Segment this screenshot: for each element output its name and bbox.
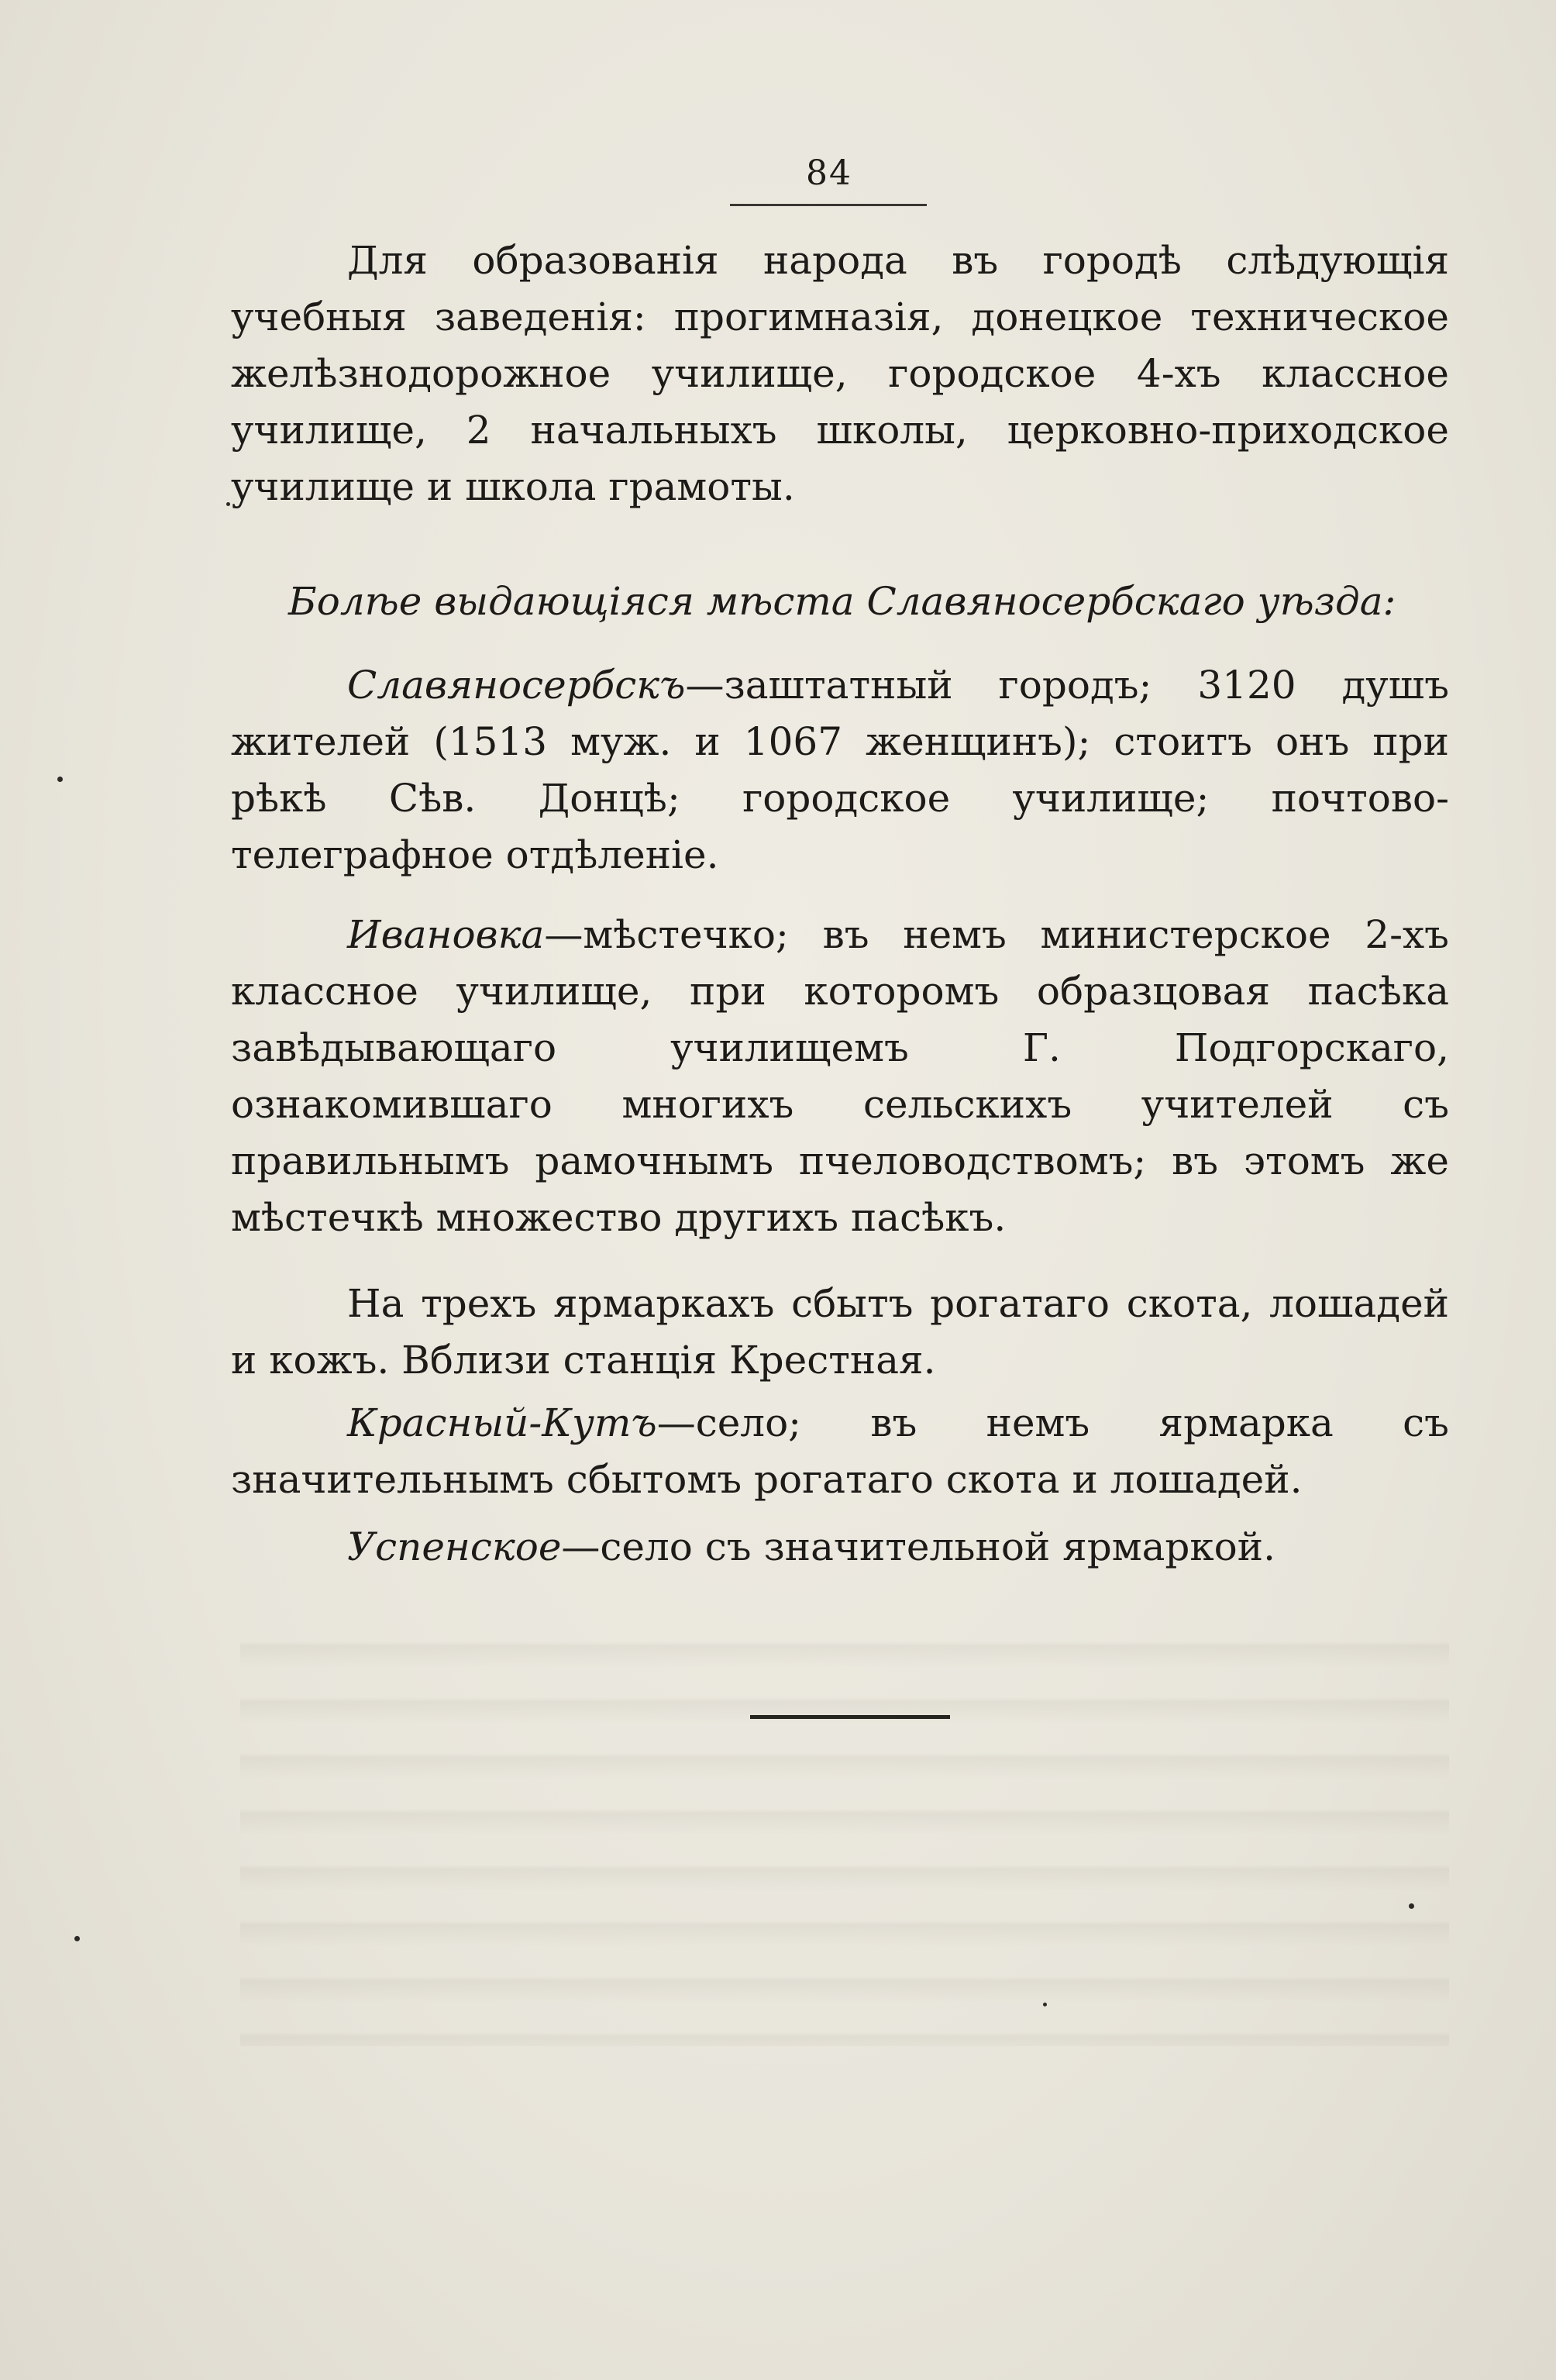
- entry-name: Славяносербскъ: [347, 663, 686, 708]
- paragraph-education: Для образованія народа въ городѣ слѣдующія учебныя заведенія: прогимназія, донецкое техническое желѣзнодорожное училище, городское 4-хъ классное училище, 2 начальныхъ школы, церковно-приходское училище и школа грамоты.: [231, 238, 1449, 509]
- paragraph-fairs: На трехъ ярмаркахъ сбытъ рогатаго скота, лошадей и кожъ. Вблизи станція Крестная.: [231, 1281, 1449, 1383]
- entry-name: Успенское: [347, 1524, 562, 1569]
- entry-text: —мѣстечко; въ немъ министерское 2-хъ классное училище, при которомъ образцовая пасѣка завѣдывающаго училищемъ Г. Подгорскаго, ознакомившаго многихъ сельскихъ учителей съ правильнымъ рамочнымъ пчеловодствомъ; въ этомъ же мѣстечкѣ множество другихъ пасѣкъ.: [231, 912, 1449, 1240]
- paper-speck: [1409, 1903, 1414, 1909]
- entry-uspenskoe: [231, 1519, 1449, 1576]
- entry-ivanovka: [231, 907, 1449, 1246]
- paper-speck: [1043, 2003, 1047, 2006]
- section-heading: Болѣе выдающіяся мѣста Славяносербскаго уѣзда:: [288, 579, 1396, 624]
- paper-speck: [74, 1936, 80, 1941]
- entry-name: Красный-Кутъ: [347, 1400, 657, 1445]
- entry-slavyanoserbsk: [231, 657, 1449, 883]
- bleed-through-texture: [240, 1612, 1449, 2046]
- paper-speck: [57, 777, 63, 782]
- page-number: 84: [806, 153, 852, 193]
- entry-text: —село съ значительной ярмаркой.: [561, 1524, 1275, 1569]
- entry-text: —заштатный городъ; 3120 душъ жителей (1513 муж. и 1067 женщинъ); стоитъ онъ при рѣкѣ Сѣв. Донцѣ; городское училище; почтово-телеграфное отдѣленіе.: [231, 663, 1449, 877]
- header-rule: [730, 204, 927, 206]
- entry-text: —село; въ немъ ярмарка съ значительнымъ сбытомъ рогатаго скота и лошадей.: [231, 1400, 1449, 1502]
- entry-name: Ивановка: [347, 912, 545, 957]
- section-end-rule: [750, 1715, 950, 1719]
- entry-krasny-kut: [231, 1395, 1449, 1508]
- paper-speck: [226, 502, 230, 506]
